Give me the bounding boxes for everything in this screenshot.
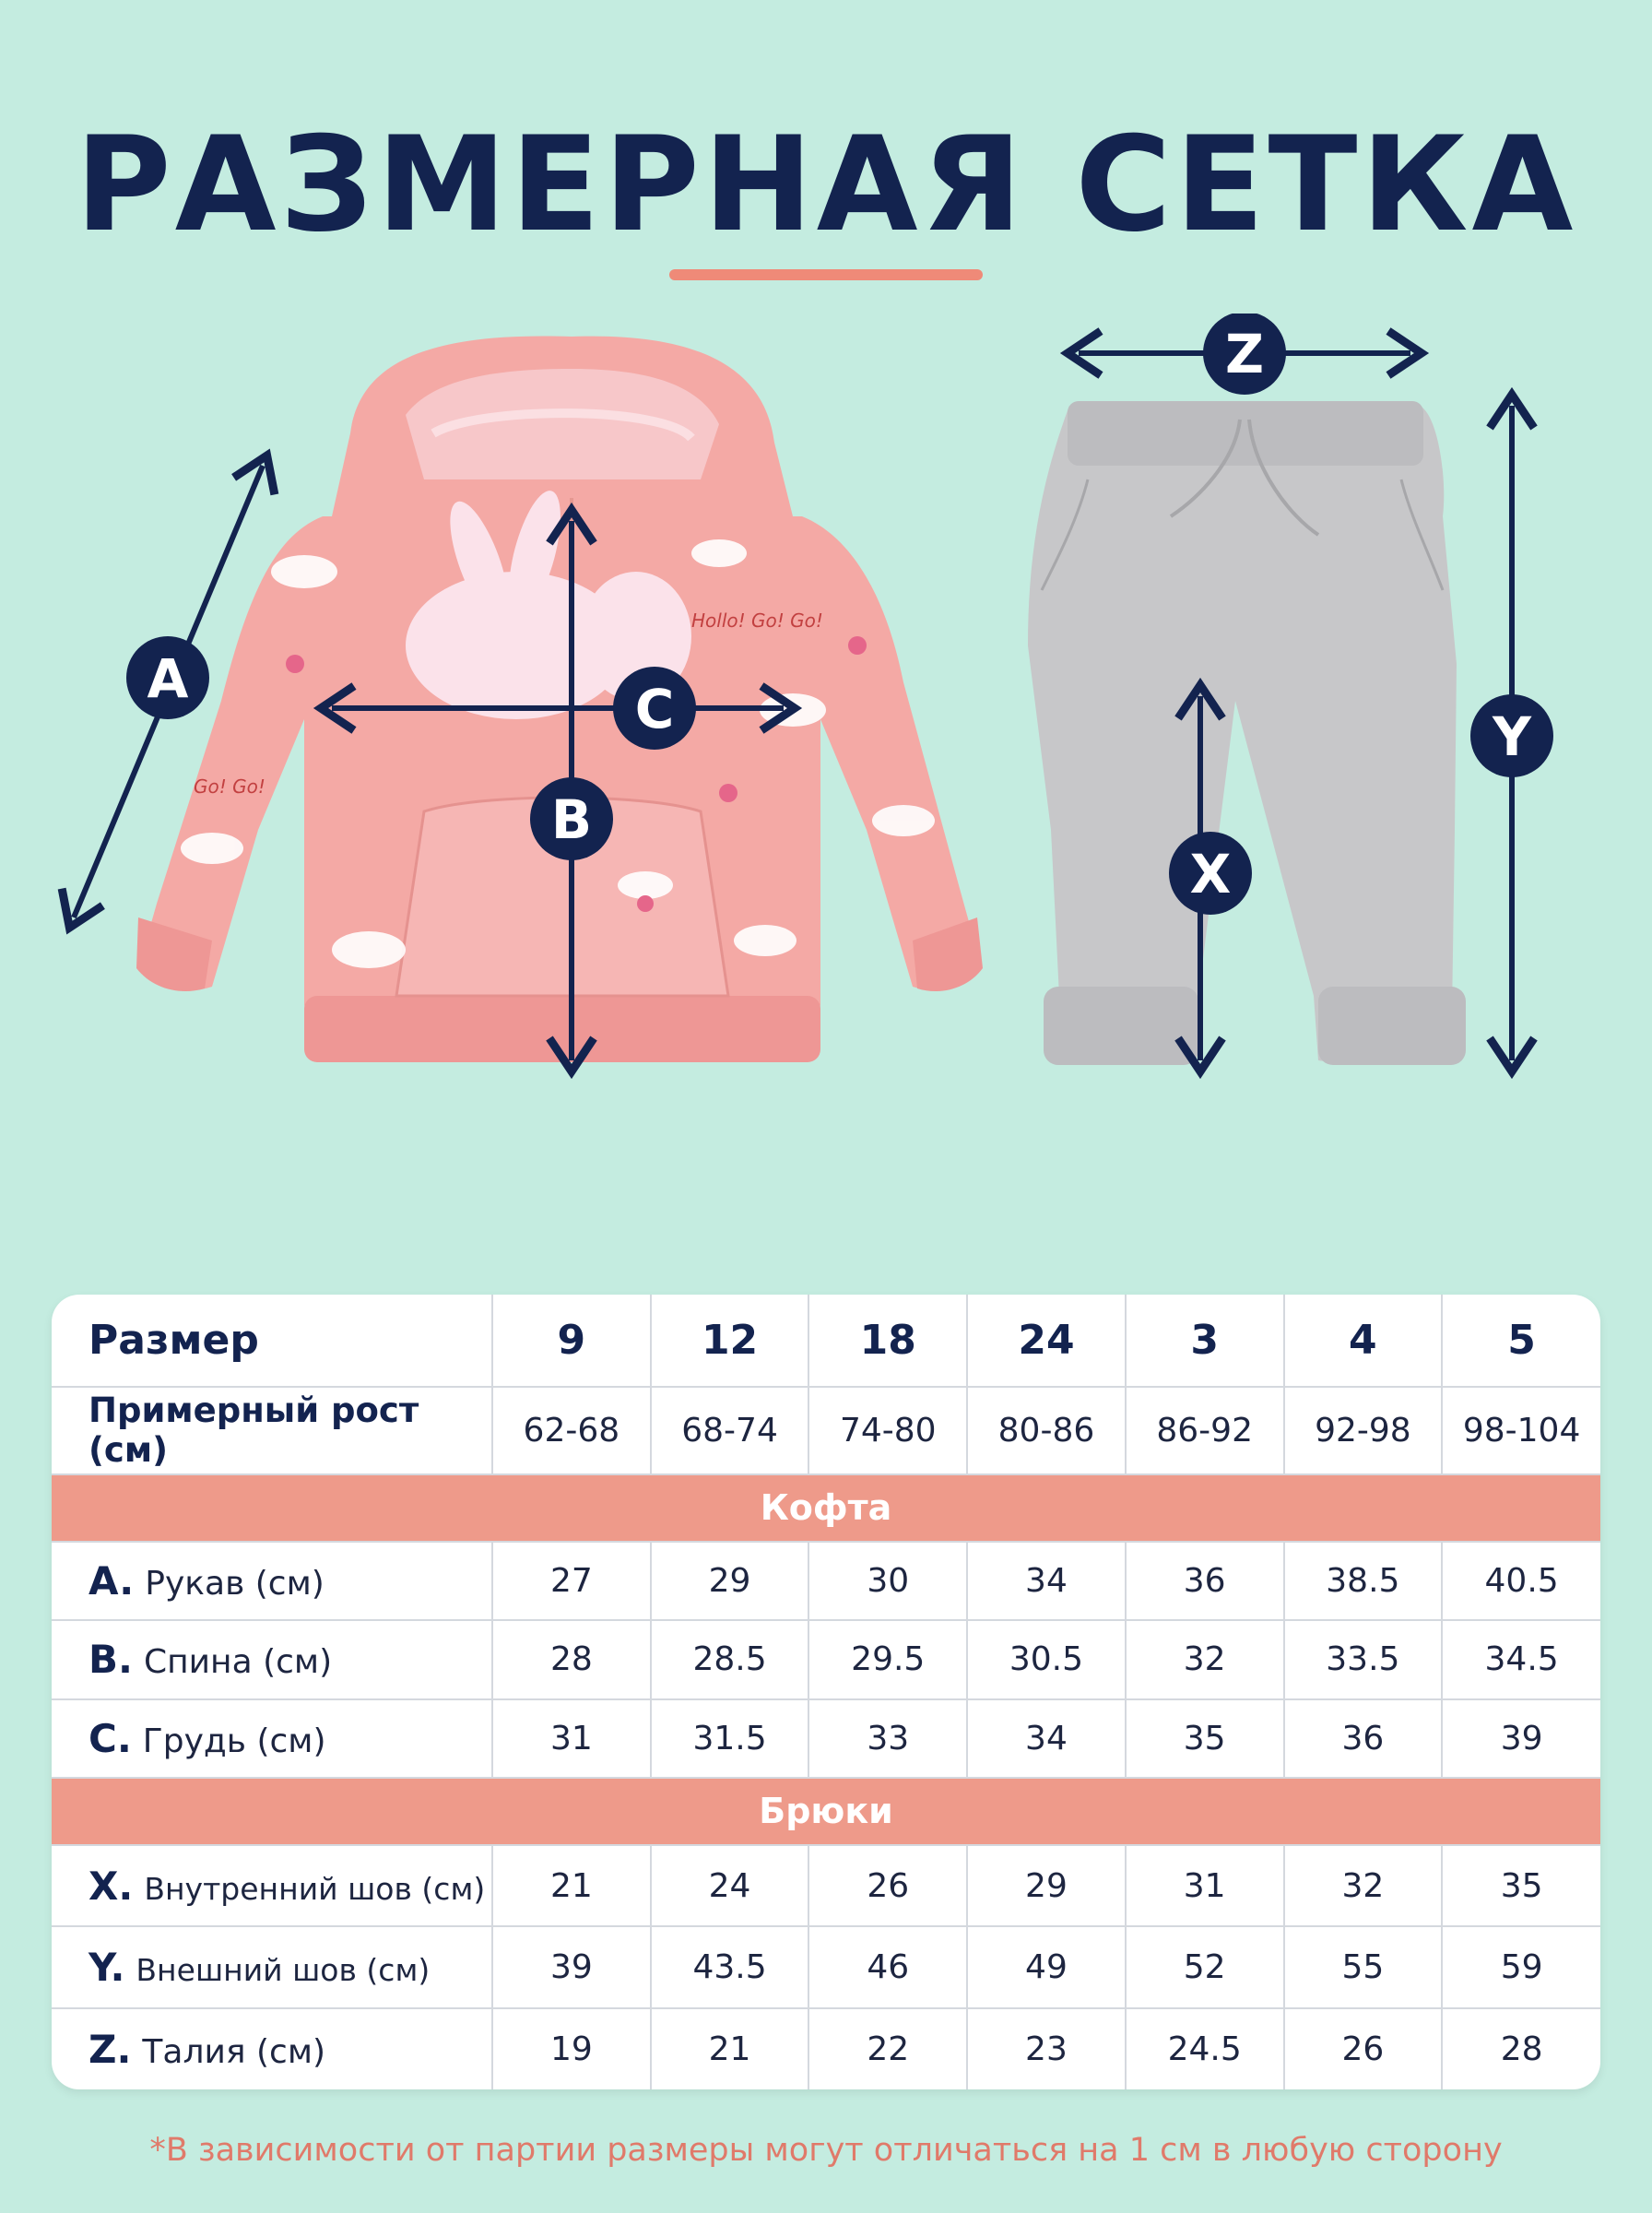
value-cell: 36 [1126,1542,1284,1620]
value-cell: 32 [1126,1620,1284,1698]
footnote: *В зависимости от партии размеры могут отличаться на 1 см в любую сторону [149,2132,1503,2169]
row-label: Талия (см) [142,2032,326,2071]
value-cell: 59 [1442,1926,1600,2007]
height-label: Примерный рост (см) [52,1387,492,1474]
value-cell: 38.5 [1284,1542,1443,1620]
value-cell: 34 [967,1542,1126,1620]
value-cell: 26 [808,1845,967,1926]
size-cell: 9 [492,1295,651,1387]
size-table [52,1295,1600,2089]
value-cell: 26 [1284,2008,1443,2089]
value-cell: 55 [1284,1926,1443,2007]
badge-y [1470,694,1553,777]
value-cell: 52 [1126,1926,1284,2007]
value-cell: 33 [808,1699,967,1778]
row-label: Внутренний шов (см) [144,1870,486,1907]
inseam-row [52,1845,1600,1926]
value-cell: 24 [651,1845,809,1926]
size-cell: 4 [1284,1295,1443,1387]
chest-row [52,1699,1600,1778]
svg-text:A: A [147,647,189,710]
row-letter: B. [88,1637,133,1683]
value-cell: 29 [967,1845,1126,1926]
pants-image [1028,401,1466,1065]
value-cell: 30 [808,1542,967,1620]
value-cell: 28 [492,1620,651,1698]
value-cell: 39 [492,1926,651,2007]
value-cell: 40.5 [1442,1542,1600,1620]
back-row [52,1620,1600,1698]
value-cell: 22 [808,2008,967,2089]
row-letter: C. [88,1715,132,1761]
size-cell: 5 [1442,1295,1600,1387]
row-label: Спина (см) [143,1643,333,1682]
badge-z [1203,314,1286,395]
value-cell: 21 [651,2008,809,2089]
value-cell: 35 [1126,1699,1284,1778]
waist-label-cell [52,2008,492,2089]
value-cell: 28.5 [651,1620,809,1698]
value-cell: 24.5 [1126,2008,1284,2089]
height-cell: 62-68 [492,1387,651,1474]
value-cell: 34.5 [1442,1620,1600,1698]
value-cell: 29.5 [808,1620,967,1698]
svg-text:Z: Z [1224,323,1265,385]
value-cell: 27 [492,1542,651,1620]
height-cell: 86-92 [1126,1387,1284,1474]
sleeve-row [52,1542,1600,1620]
size-cell: 12 [651,1295,809,1387]
svg-text:C: C [634,678,675,740]
height-row [52,1387,1600,1474]
row-label: Рукав (см) [145,1565,324,1604]
outseam-row [52,1926,1600,2007]
svg-text:X: X [1189,843,1232,905]
size-row [52,1295,1600,1387]
badge-a [126,636,209,719]
height-cell: 74-80 [808,1387,967,1474]
badge-c [613,667,696,750]
back-label-cell [52,1620,492,1698]
waist-row [52,2008,1600,2089]
height-cell: 98-104 [1442,1387,1600,1474]
value-cell: 29 [651,1542,809,1620]
value-cell: 34 [967,1699,1126,1778]
height-cell: 92-98 [1284,1387,1443,1474]
size-cell: 3 [1126,1295,1284,1387]
row-letter: X. [88,1863,134,1909]
value-cell: 33.5 [1284,1620,1443,1698]
row-letter: A. [88,1558,135,1604]
height-cell: 80-86 [967,1387,1126,1474]
svg-text:B: B [550,788,593,851]
value-cell: 32 [1284,1845,1443,1926]
value-cell: 31.5 [651,1699,809,1778]
badge-b [530,777,613,860]
value-cell: 30.5 [967,1620,1126,1698]
garment-illustration [0,314,1652,1143]
value-cell: 43.5 [651,1926,809,2007]
badge-x [1169,832,1252,915]
value-cell: 39 [1442,1699,1600,1778]
chest-label-cell [52,1699,492,1778]
value-cell: 19 [492,2008,651,2089]
size-cell: 18 [808,1295,967,1387]
jacket-print-text-2: Go! Go! [194,775,266,798]
value-cell: 23 [967,2008,1126,2089]
row-label: Грудь (см) [142,1722,326,1760]
pants-section-row [52,1778,1600,1845]
value-cell: 28 [1442,2008,1600,2089]
value-cell: 46 [808,1926,967,2007]
svg-text:Y: Y [1493,705,1531,768]
title-underline [669,269,983,280]
value-cell: 21 [492,1845,651,1926]
pants-section-label: Брюки [52,1778,1600,1845]
outseam-label-cell [52,1926,492,2007]
page-title: РАЗМЕРНАЯ СЕТКА [75,109,1577,261]
jacket-section-row [52,1474,1600,1542]
jacket-print-text: Hollo! Go! Go! [691,609,823,632]
value-cell: 49 [967,1926,1126,2007]
row-label: Внешний шов (см) [136,1951,431,1988]
height-cell: 68-74 [651,1387,809,1474]
row-letter: Z. [88,2026,132,2072]
sleeve-label-cell [52,1542,492,1620]
value-cell: 35 [1442,1845,1600,1926]
size-cell: 24 [967,1295,1126,1387]
size-label: Размер [52,1295,492,1387]
inseam-label-cell [52,1845,492,1926]
row-letter: Y. [88,1944,125,1990]
value-cell: 31 [492,1699,651,1778]
value-cell: 36 [1284,1699,1443,1778]
value-cell: 31 [1126,1845,1284,1926]
jacket-image [136,336,983,1062]
jacket-section-label: Кофта [52,1474,1600,1542]
